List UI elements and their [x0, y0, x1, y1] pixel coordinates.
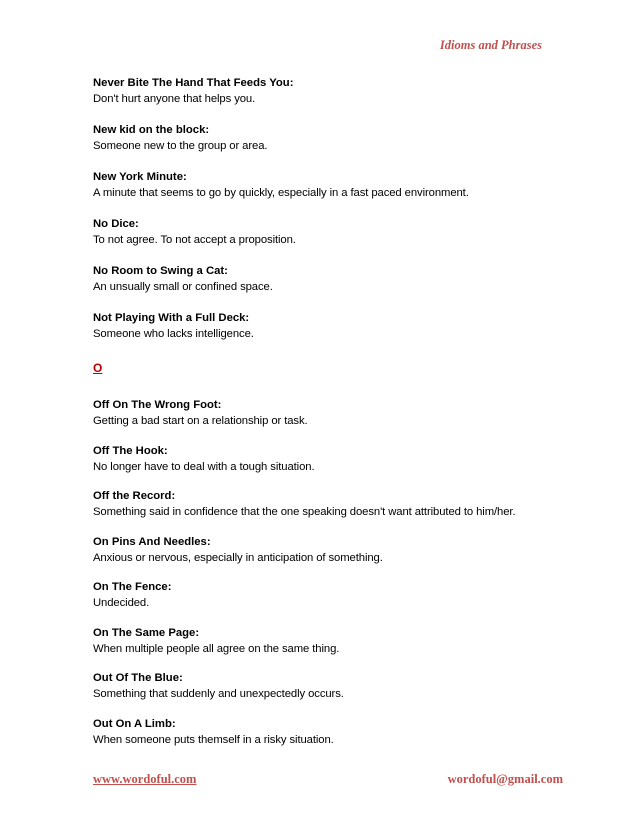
idiom-term: Not Playing With a Full Deck: [93, 312, 250, 324]
idiom-term: Off On The Wrong Foot: [93, 399, 222, 411]
idiom-definition: Anxious or nervous, especially in anticipation of something. [93, 551, 383, 564]
footer-email: wordoful@gmail.com [447, 772, 563, 786]
idiom-definition: When someone puts themself in a risky situation. [93, 733, 334, 746]
idiom-entry [93, 216, 563, 263]
header-title: Idioms and Phrases [439, 38, 542, 52]
idiom-term: Off the Record: [93, 490, 176, 502]
idiom-term: Out Of The Blue: [93, 672, 183, 684]
idiom-entry [93, 310, 563, 357]
idiom-term: New York Minute: [93, 171, 187, 183]
idiom-definition: When multiple people all agree on the same thing. [93, 642, 340, 655]
idiom-entry [93, 75, 563, 122]
idiom-term: Never Bite The Hand That Feeds You: [93, 77, 294, 89]
idiom-term: No Dice: [93, 218, 139, 230]
idiom-definition: To not agree. To not accept a proposition. [93, 234, 296, 246]
idiom-entry [93, 443, 563, 489]
idiom-definition: Someone new to the group or area. [93, 140, 268, 152]
idiom-term: Off The Hook: [93, 444, 168, 457]
idiom-term: On Pins And Needles: [93, 535, 211, 548]
idiom-entry [93, 534, 563, 580]
idiom-entry [93, 169, 563, 216]
idiom-definition: Something that suddenly and unexpectedly occurs. [93, 688, 344, 700]
idiom-definition: A minute that seems to go by quickly, especially in a fast paced environment. [93, 187, 469, 199]
idiom-entry [93, 263, 563, 310]
idiom-entry [93, 122, 563, 169]
idiom-entry [93, 579, 563, 625]
footer-website-link[interactable]: www.wordoful.com [93, 772, 197, 786]
idiom-entry [93, 716, 563, 762]
idiom-definition: No longer have to deal with a tough situation. [93, 460, 315, 473]
idiom-entry [93, 625, 563, 671]
idiom-entry [93, 397, 563, 443]
idiom-term: No Room to Swing a Cat: [93, 265, 228, 277]
idiom-definition: Getting a bad start on a relationship or task. [93, 415, 308, 427]
idiom-list-n [93, 75, 563, 357]
idiom-entry [93, 488, 563, 534]
idiom-definition: Something said in confidence that the one speaking doesn't want attributed to him/her. [93, 506, 516, 518]
idiom-entry [93, 670, 563, 716]
idiom-definition: Undecided. [93, 597, 150, 609]
idiom-term: Out On A Limb: [93, 717, 176, 730]
idiom-term: New kid on the block: [93, 124, 210, 136]
idiom-list-o [93, 397, 563, 761]
idiom-definition: Someone who lacks intelligence. [93, 328, 254, 340]
idiom-definition: Don't hurt anyone that helps you. [93, 93, 256, 105]
idiom-definition: An unsually small or confined space. [93, 281, 273, 293]
idiom-term: On The Fence: [93, 581, 172, 593]
section-letter-heading: O [93, 361, 103, 375]
idiom-term: On The Same Page: [93, 626, 200, 639]
